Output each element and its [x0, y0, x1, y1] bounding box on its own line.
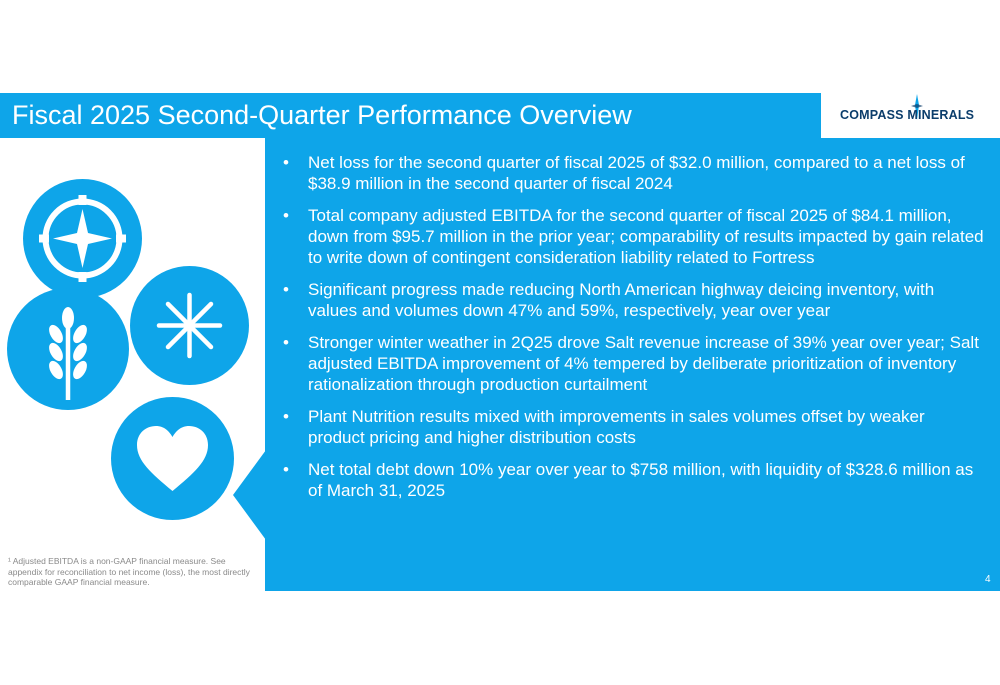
page-title: Fiscal 2025 Second-Quarter Performance Overview	[12, 100, 632, 130]
bullet-adjusted-ebitda: • Total company adjusted EBITDA for the second quarter of fiscal 2025 of $84.1 million, down from $95.7 million in the prior year; comparability of results impacted by gain related to write down of contingent consideration liability related to Fortress	[280, 205, 985, 268]
bullet-inventory: • Significant progress made reducing North American highway deicing inventory, with values and volumes down 47% and 59%, respectively, year over year	[280, 279, 985, 321]
compass-circle	[23, 179, 142, 298]
bullet-net-debt: • Net total debt down 10% year over year to $758 million, with liquidity of $328.6 million as of March 31, 2025	[280, 459, 985, 501]
wheat-circle	[7, 288, 129, 410]
compass-icon	[23, 179, 142, 298]
snowflake-circle	[130, 266, 249, 385]
snowflake-icon	[130, 266, 249, 385]
logo-text: COMPASS MINERALS	[840, 108, 975, 122]
bullet-net-loss: • Net loss for the second quarter of fiscal 2025 of $32.0 million, compared to a net loss of $38.9 million in the second quarter of fiscal 2024	[280, 152, 985, 194]
bullet-plant-nutrition: • Plant Nutrition results mixed with improvements in sales volumes offset by weaker product pricing and higher distribution costs	[280, 406, 985, 448]
footnote: ¹ Adjusted EBITDA is a non-GAAP financial measure. See appendix for reconciliation to net income (loss), the most directly comparable GAAP financial measure.	[8, 556, 250, 587]
company-logo	[821, 93, 1000, 138]
title-bar	[0, 93, 1000, 138]
callout-pointer	[233, 450, 266, 540]
bullet-salt-revenue: • Stronger winter weather in 2Q25 drove Salt revenue increase of 39% year over year; Salt adjusted EBITDA improvement of 4% tempered by deliberate prioritization of inventory rationalization through production curtailment	[280, 332, 985, 395]
page-number: 4	[985, 574, 991, 585]
bullet-list	[280, 152, 985, 512]
heart-icon	[111, 397, 234, 520]
wheat-icon	[7, 288, 129, 410]
heart-circle	[111, 397, 234, 520]
